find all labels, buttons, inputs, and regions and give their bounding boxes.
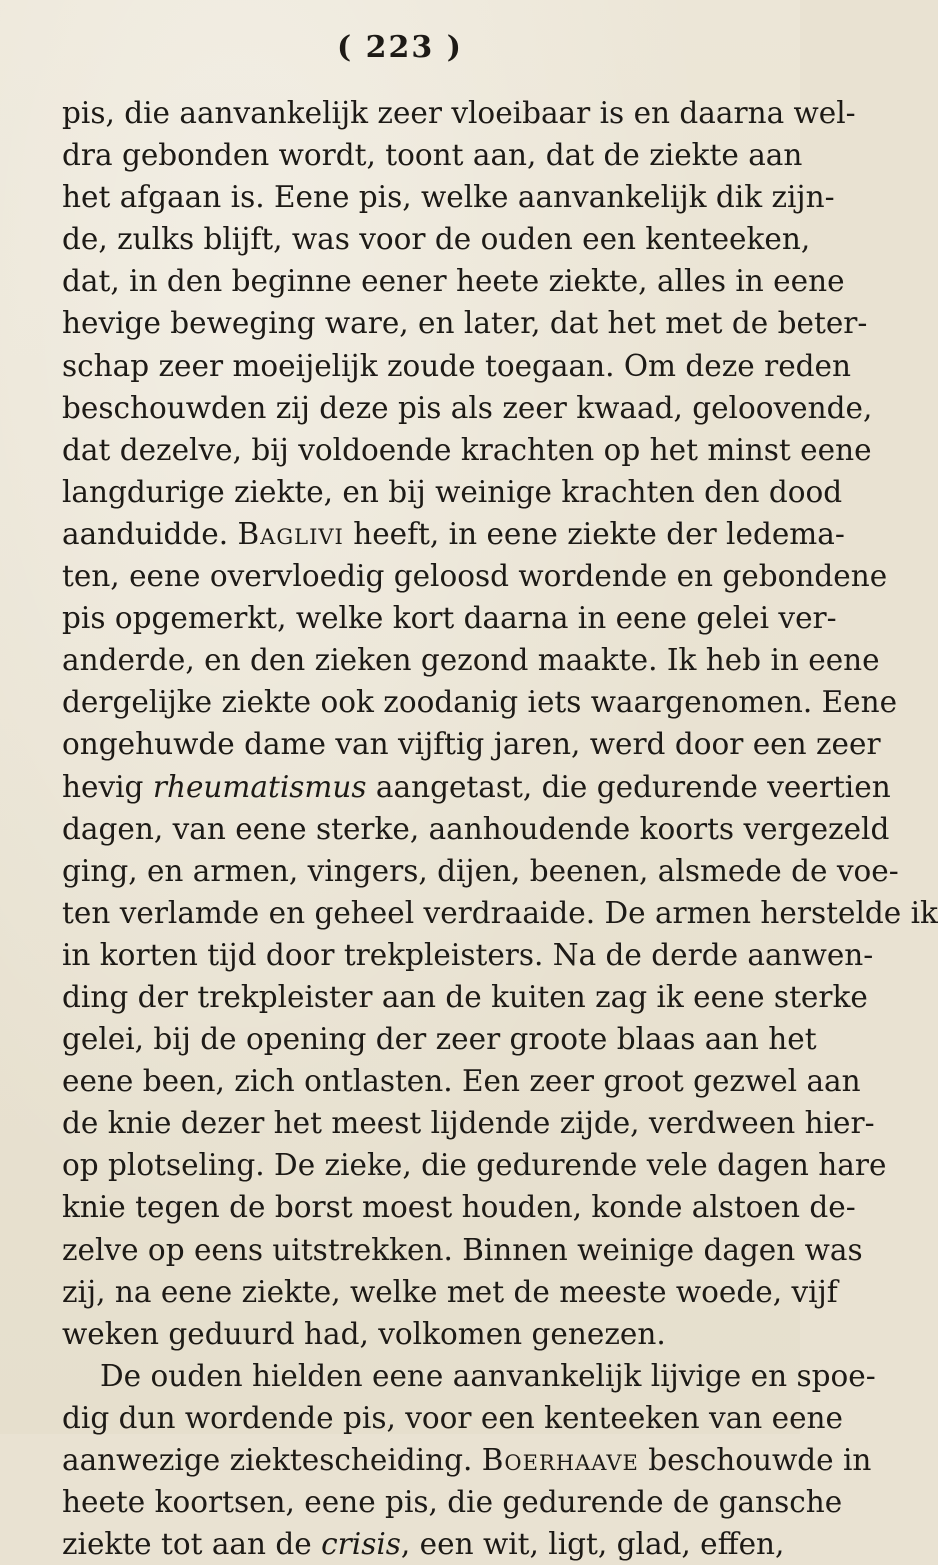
text-line: de, zulks blijft, was voor de ouden een kenteeken, [62,222,811,257]
text-line: dagen, van eene sterke, aanhoudende koorts vergezeld [62,811,890,846]
italic-term: crisis [321,1527,401,1562]
text-segment: aangetast, die gedurende veertien [375,769,891,804]
text-line: anderde, en den zieken gezond maakte. Ik heb in eene [62,643,880,678]
text-line: dig dun wordende pis, voor een kenteeken van eene [62,1400,844,1435]
text-line: heete koortsen, eene pis, die gedurende de gansche [62,1485,843,1520]
text-line: ding der trekpleister aan de kuiten zag ik eene sterke [62,979,868,1014]
text-line: ging, en armen, vingers, dijen, beenen, alsmede de voe- [62,853,899,888]
body-text [62,92,938,1565]
text-line: ongehuwde dame van vijftig jaren, werd door een zeer [62,727,881,762]
text-segment: aanwezige ziektescheiding. [62,1443,473,1477]
text-line: pis opgemerkt, welke kort daarna in eene gelei ver- [62,601,837,636]
text-line: dergelijke ziekte ook zoodanig iets waargenomen. Eene [62,685,898,720]
author-name: Boerhaave [481,1443,639,1477]
text-line: dat dezelve, bij voldoende krachten op het minst eene [62,432,872,467]
text-line: ten verlamde en geheel verdraaide. De armen herstelde ik [62,895,938,930]
text-line: dra gebonden wordt, toont aan, dat de ziekte aan [62,138,803,173]
text-line: gelei, bij de opening der zeer groote blaas aan het [62,1022,817,1057]
author-name: Baglivi [237,516,344,551]
page-number: ( 223 ) [337,30,463,65]
text-line: op plotseling. De zieke, die gedurende vele dagen hare [62,1148,887,1183]
text-line: het afgaan is. Eene pis, welke aanvankelijk dik zijn- [62,180,835,215]
text-line: ten, eene overvloedig geloosd wordende en gebondene [62,559,888,594]
text-segment: beschouwde in [648,1443,872,1477]
text-line: weken geduurd had, volkomen genezen. [62,1316,666,1351]
text-segment: ziekte tot aan de [62,1527,312,1562]
text-line: beschouwden zij deze pis als zeer kwaad, geloovende, [62,390,873,425]
text-line: De ouden hielden eene aanvankelijk lijvige en spoe- [100,1358,876,1393]
text-segment: hevig [62,769,144,804]
text-segment: , een wit, ligt, glad, effen, [400,1527,785,1562]
text-line: langdurige ziekte, en bij weinige krachten den dood [62,474,843,509]
text-segment: heeft, in eene ziekte der ledema- [353,516,845,551]
text-line: dat, in den beginne eener heete ziekte, alles in eene [62,264,845,299]
text-line: zij, na eene ziekte, welke met de meeste woede, vijf [62,1274,838,1309]
text-line: pis, die aanvankelijk zeer vloeibaar is en daarna wel- [62,96,856,130]
text-line: de knie dezer het meest lijdende zijde, verdween hier- [62,1106,875,1141]
text-line [62,1439,872,1481]
text-line: knie tegen de borst moest houden, konde alstoen de- [62,1190,856,1225]
text-segment: aanduidde. [62,516,229,551]
text-line: zelve op eens uitstrekken. Binnen weinige dagen was [62,1232,863,1267]
text-line: in korten tijd door trekpleisters. Na de derde aanwen- [62,937,874,972]
text-line [62,766,891,808]
text-line [62,1523,785,1565]
text-line: schap zeer moeijelijk zoude toegaan. Om deze reden [62,348,852,383]
text-line: hevige beweging ware, en later, dat het met de beter- [62,306,868,341]
text-line [62,513,845,555]
italic-term: rheumatismus [152,769,367,804]
text-line: eene been, zich ontlasten. Een zeer groot gezwel aan [62,1064,861,1099]
